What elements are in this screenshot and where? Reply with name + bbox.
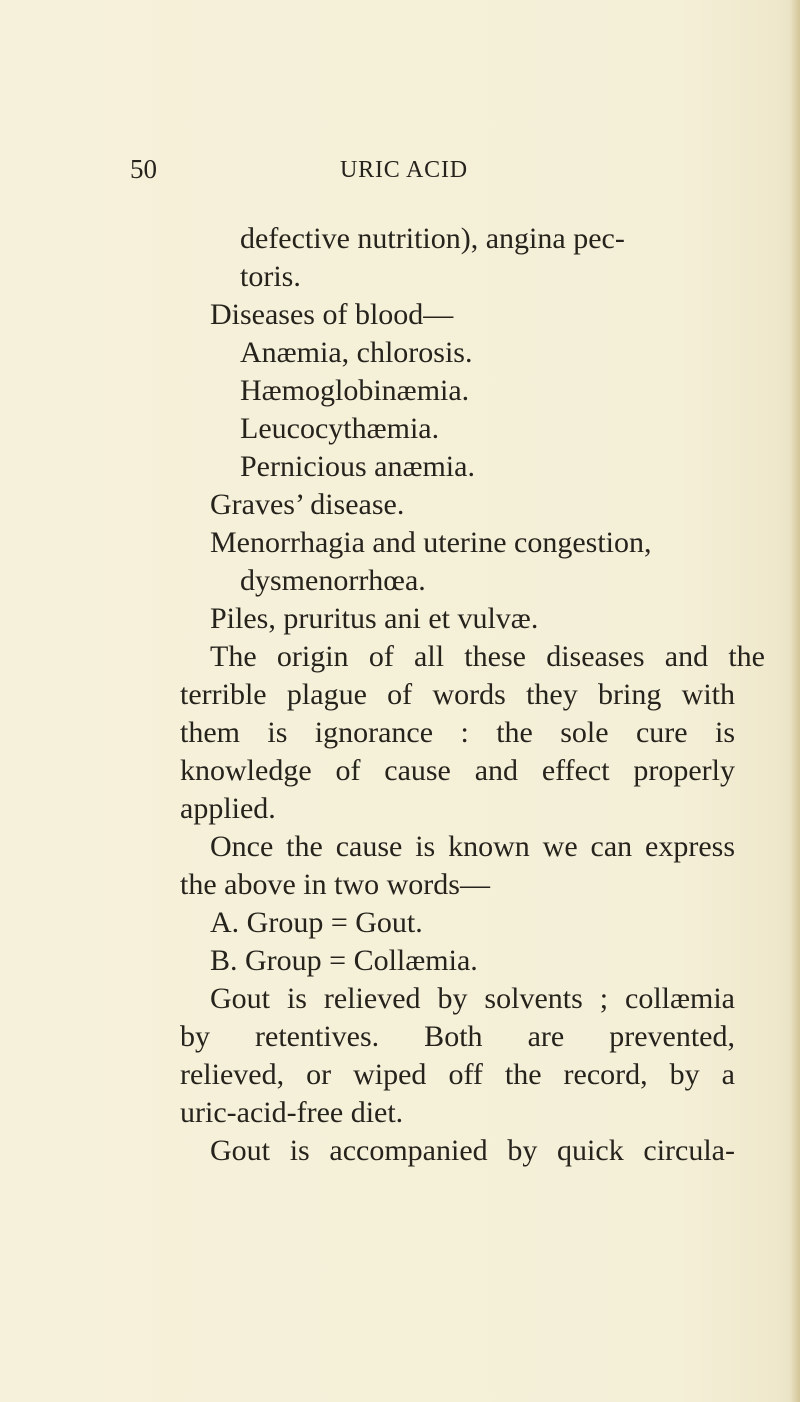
text-line-7: Pernicious anæmia. [240, 450, 475, 483]
text-line-23: relieved, or wiped off the record, by a [180, 1058, 735, 1091]
page-edge-shadow [790, 0, 800, 1402]
text-line-11: Piles, pruritus ani et vulvæ. [210, 602, 539, 635]
text-line-24: uric-acid-free diet. [180, 1096, 404, 1129]
text-line-21: Gout is relieved by solvents ; collæmia [210, 982, 735, 1015]
text-line-17: Once the cause is known we can express [210, 830, 735, 863]
text-line-10: dysmenorrhœa. [240, 564, 426, 597]
text-line-6: Leucocythæmia. [240, 412, 440, 445]
text-line-12: The origin of all these diseases and the [210, 640, 765, 673]
text-line-1: defective nutrition), angina pec- [240, 222, 625, 255]
text-line-15: knowledge of cause and effect properly [180, 754, 735, 787]
text-line-19: A. Group = Gout. [210, 906, 423, 939]
text-line-9: Menorrhagia and uterine congestion, [210, 526, 652, 559]
text-line-22: by retentives. Both are prevented, [180, 1020, 735, 1053]
text-line-18: the above in two words— [180, 868, 490, 901]
text-line-13: terrible plague of words they bring with [180, 678, 735, 711]
text-line-14: them is ignorance : the sole cure is [180, 716, 735, 749]
text-line-25: Gout is accompanied by quick circula- [210, 1134, 735, 1167]
running-title: URIC ACID [340, 157, 468, 183]
text-line-8: Graves’ disease. [210, 488, 405, 521]
text-line-2: toris. [240, 260, 301, 293]
text-line-5: Hæmoglobinæmia. [240, 374, 470, 407]
text-line-16: applied. [180, 792, 276, 825]
page-number: 50 [130, 154, 157, 184]
text-line-20: B. Group = Collæmia. [210, 944, 478, 977]
text-line-4: Anæmia, chlorosis. [240, 336, 473, 369]
text-line-3: Diseases of blood— [210, 298, 454, 331]
